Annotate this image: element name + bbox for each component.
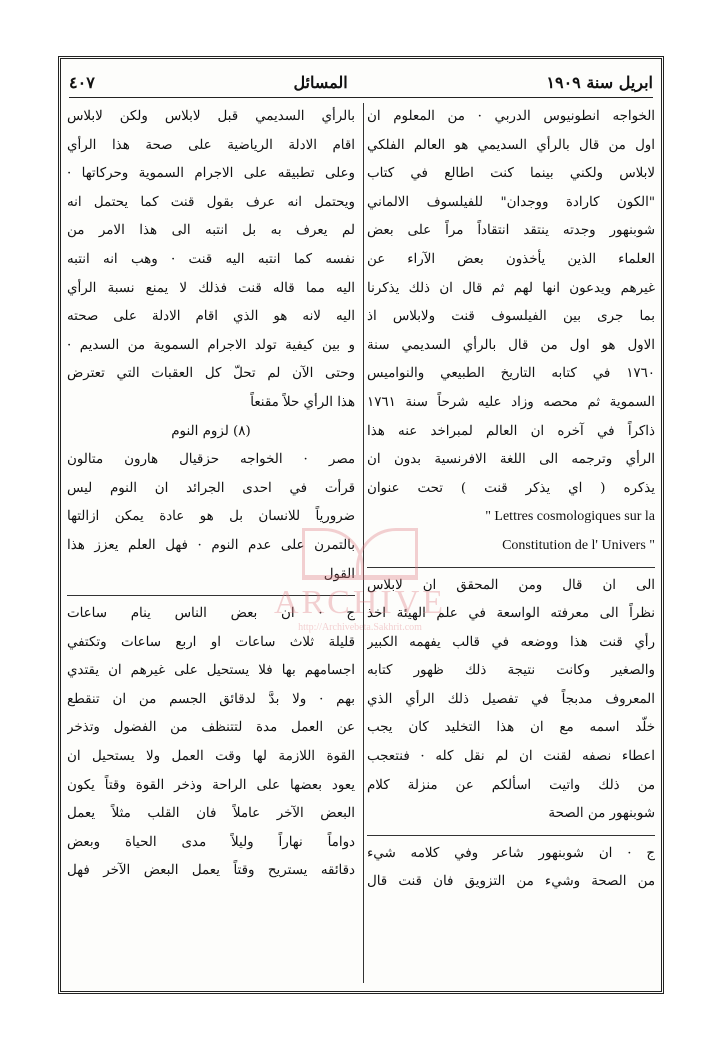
text-line: من ذلك واتيت اسألكم عن منزلة كلام <box>367 777 655 793</box>
left-para-b <box>67 446 355 589</box>
text-line: لم يعرف به بل انتبه الى هذا الامر من <box>67 223 355 239</box>
text-line: نفسه كما انتبه اليه قنت · وهب انه انتبه <box>67 251 355 267</box>
text-line: ج · ان بعض الناس ينام ساعات <box>67 606 355 622</box>
text-line: يعود بعضها على الراحة وذخر القوة وقتاً يكون <box>67 777 355 793</box>
text-line: شوبنهور من الصحة <box>548 806 655 822</box>
page-header <box>69 67 653 98</box>
text-line: ١٧٦٠ في كتابه التاريخ الطبيعي والنواميس <box>367 366 655 382</box>
text-line: نظراً الى معرفته الواسعة في علم الهيئة اخذ <box>367 606 655 622</box>
right-para-c <box>367 840 655 897</box>
text-line: غيرهم ويدعون انها لهم ثم قال ان ذلك يذكرنا <box>367 280 655 296</box>
header-page-number: ٤٠٧ <box>69 72 95 92</box>
text-line: والصغير وكانت نتيجة ذلك ظهور كتابه <box>367 663 655 679</box>
text-line: من الصحة وشيء من التزويق فان قنت قال <box>367 874 655 890</box>
text-line: المعروف مدبجاً في تفصيل ذلك الرأي الذي <box>367 691 655 707</box>
french-title-line-1: " Lettres cosmologiques sur la <box>485 509 655 525</box>
left-para-a <box>67 103 355 418</box>
text-line: الرأي وترجمه الى اللغة الافرنسية بدون ان <box>367 452 655 468</box>
text-line: هذا الرأي حلاً مقنعاً <box>250 394 355 410</box>
text-line: رأي قنت هذا ووضعه في قالب يفهمه الكبير <box>367 634 655 650</box>
text-line: قرأت في احدى الجرائد ان النوم ليس <box>67 480 355 496</box>
text-line: بما جرى بين الفيلسوف قنت ولابلاس اذ <box>367 309 655 325</box>
text-line: خلّد اسمه مع ان هذا التخليد كان يجب <box>367 720 655 736</box>
text-line: اليه مما قاله قنت فذلك لا يمنع نسبة الرأي <box>67 280 355 296</box>
text-line: بالتمرن على عدم النوم · فهل العلم يعزز هذا <box>67 537 355 553</box>
text-line: وحتى الآن لم تحلّ كل العقبات التي تعترض <box>67 366 355 382</box>
text-line: اول من قال بالرأي السديمي هو العالم الفلكي <box>367 137 655 153</box>
text-line: مصر · الخواجه حزقيال هارون متالون <box>67 452 355 468</box>
text-line: دقائقه يستريح وقتاً يعمل البعض الآخر فهل <box>67 863 355 879</box>
text-line: و بين كيفية تولد الاجرام السموية من السديم · <box>67 337 355 353</box>
text-line: دواماً نهاراً وليلاً مدى الحياة وبعض <box>67 834 355 850</box>
text-line: القول <box>323 566 355 582</box>
text-line: قليلة ثلاث ساعات او اربع ساعات وتكتفي <box>67 634 355 650</box>
text-columns <box>67 103 655 983</box>
text-line: البعض الآخر عاملاً فان القلب مثلاً يعمل <box>67 806 355 822</box>
text-line: السموية ثم محصه وزاد عليه شرحاً سنة ١٧٦١ <box>367 394 655 410</box>
magazine-page <box>58 56 664 994</box>
right-para-a <box>367 103 655 503</box>
divider-line <box>367 567 655 568</box>
text-line: ويحتمل انه عرف بقول قنت كما يحتمل انه <box>67 194 355 210</box>
text-line: "الكون كارادة ووجدان" للفيلسوف الالماني <box>367 194 655 210</box>
section-heading: (٨) لزوم النوم <box>171 423 251 439</box>
divider-line <box>367 835 655 836</box>
left-para-c <box>67 600 355 886</box>
text-line: يذكره ( اي يذكر قنت ) تحت عنوان <box>367 480 655 496</box>
header-journal-title: المسائل <box>293 72 348 92</box>
right-column <box>367 103 655 983</box>
text-line: ضرورياً للانسان بل هو عادة يمكن ازالتها <box>67 509 355 525</box>
watermark-title: ARCHIVE <box>273 584 447 621</box>
text-line: اليه لانه هو الذي اقام الادلة على صحته <box>67 309 355 325</box>
text-line: اعطاء نصفه لقنت ان لم نقل كله · فنتعجب <box>367 749 655 765</box>
divider-line <box>67 595 355 596</box>
text-line: ج · ان شوبنهور شاعر وفي كلامه شيء <box>367 845 655 861</box>
column-divider <box>363 103 364 983</box>
text-line: الاول هو اول من قال بالرأي السديمي سنة <box>367 337 655 353</box>
text-line: الى ان قال ومن المحقق ان لابلاس <box>367 577 655 593</box>
text-line: بهم · ولا بدَّ لدقائق الجسم من ان تنقطع <box>67 691 355 707</box>
watermark-url: http://Archivebeta.Sakhrit.com <box>298 622 422 633</box>
text-line: العلماء الذين يأخذون بعض الآراء عن <box>367 251 655 267</box>
text-line: بالرأي السديمي قبل لابلاس ولكن لابلاس <box>67 109 355 124</box>
text-line: اجسامهم بها فلا يستحيل على غيرهم ان يقتدي <box>67 663 355 679</box>
text-line: ذاكراً في آخره ان العالم لمبراخد عنه هذا <box>367 423 655 439</box>
header-date: ابريل سنة ١٩٠٩ <box>546 72 653 92</box>
text-line: لابلاس ولكني بينما كنت اطالع في كتاب <box>367 166 655 182</box>
right-para-b <box>367 572 655 829</box>
text-line: عن العمل مدة لتتنظف من الفضول وتذخر <box>67 720 355 736</box>
text-line: شوبنهور وجدته ينتقد انتقاداً مراً على بعض <box>367 223 655 239</box>
text-line: وعلى تطبيقه على الاجرام السموية وحركاتها · <box>67 166 355 182</box>
text-line: اقام الادلة الرياضية على صحة هذا الرأي <box>67 137 355 153</box>
french-title-line-2: Constitution de l' Univers " <box>502 537 655 553</box>
left-column <box>67 103 355 983</box>
text-line: القوة اللازمة لها وقت العمل ولا يستحيل ان <box>67 749 355 765</box>
text-line: الخواجه انطونيوس الدربي · من المعلوم ان <box>367 109 655 124</box>
